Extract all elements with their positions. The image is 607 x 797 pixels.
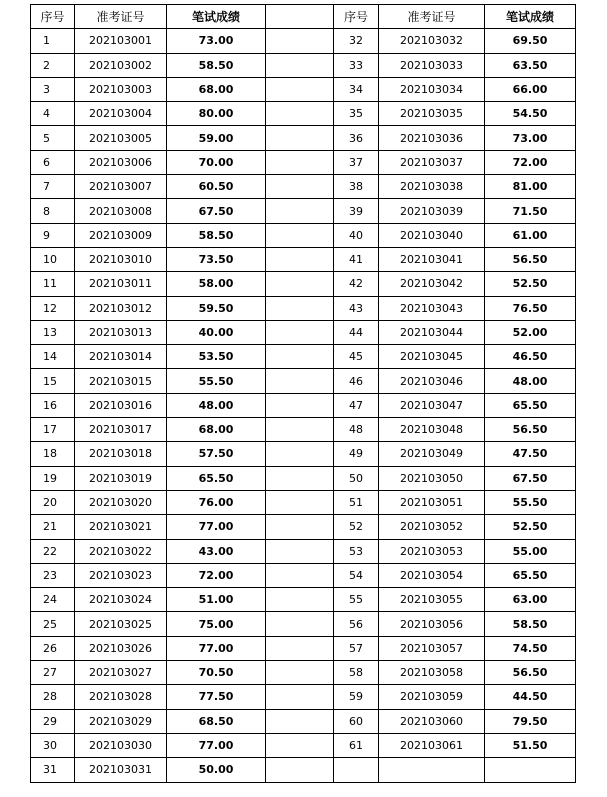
cell-exam-id: 202103025 [75, 612, 167, 636]
cell-score: 70.00 [167, 150, 266, 174]
cell-exam-id: 202103048 [379, 418, 485, 442]
cell-score: 55.50 [167, 369, 266, 393]
cell-blank [266, 53, 334, 77]
cell-score: 60.50 [167, 175, 266, 199]
cell-seq: 26 [31, 636, 75, 660]
table-row [31, 29, 576, 53]
cell-score: 67.50 [167, 199, 266, 223]
table-row [31, 709, 576, 733]
cell-seq: 42 [334, 272, 379, 296]
cell-exam-id: 202103029 [75, 709, 167, 733]
cell-score: 50.00 [167, 758, 266, 782]
cell-seq: 48 [334, 418, 379, 442]
cell-score: 79.50 [485, 709, 576, 733]
cell-score: 68.50 [167, 709, 266, 733]
table-row [31, 563, 576, 587]
cell-seq: 52 [334, 515, 379, 539]
cell-seq: 30 [31, 733, 75, 757]
cell-seq: 27 [31, 661, 75, 685]
table-row [31, 223, 576, 247]
header-score-2: 笔试成绩 [485, 5, 576, 29]
cell-exam-id: 202103060 [379, 709, 485, 733]
cell-blank [266, 272, 334, 296]
cell-seq: 61 [334, 733, 379, 757]
cell-seq: 43 [334, 296, 379, 320]
cell-blank [266, 661, 334, 685]
cell-blank [266, 320, 334, 344]
cell-score: 47.50 [485, 442, 576, 466]
cell-blank [266, 466, 334, 490]
cell-seq: 58 [334, 661, 379, 685]
cell-exam-id: 202103008 [75, 199, 167, 223]
header-score: 笔试成绩 [167, 5, 266, 29]
cell-exam-id: 202103009 [75, 223, 167, 247]
cell-seq: 33 [334, 53, 379, 77]
cell-score: 72.00 [167, 563, 266, 587]
cell-score: 68.00 [167, 77, 266, 101]
cell-exam-id: 202103061 [379, 733, 485, 757]
cell-seq: 8 [31, 199, 75, 223]
cell-score: 63.00 [485, 588, 576, 612]
cell-score: 66.00 [485, 77, 576, 101]
cell-exam-id: 202103038 [379, 175, 485, 199]
table-row [31, 393, 576, 417]
cell-blank [266, 539, 334, 563]
cell-exam-id: 202103019 [75, 466, 167, 490]
cell-score: 56.50 [485, 418, 576, 442]
cell-score: 58.50 [167, 223, 266, 247]
table-row [31, 369, 576, 393]
cell-blank [266, 296, 334, 320]
cell-score: 63.50 [485, 53, 576, 77]
cell-score: 65.50 [485, 563, 576, 587]
cell-exam-id: 202103006 [75, 150, 167, 174]
header-seq-2: 序号 [334, 5, 379, 29]
cell-seq: 4 [31, 102, 75, 126]
cell-score: 55.00 [485, 539, 576, 563]
cell-seq: 54 [334, 563, 379, 587]
cell-score: 68.00 [167, 418, 266, 442]
cell-exam-id: 202103021 [75, 515, 167, 539]
cell-blank [266, 345, 334, 369]
cell-score: 56.50 [485, 247, 576, 271]
header-row [31, 5, 576, 29]
cell-score: 44.50 [485, 685, 576, 709]
cell-exam-id: 202103002 [75, 53, 167, 77]
cell-blank [266, 393, 334, 417]
cell-score: 77.00 [167, 515, 266, 539]
cell-seq: 35 [334, 102, 379, 126]
cell-score: 77.00 [167, 636, 266, 660]
cell-blank [266, 685, 334, 709]
cell-exam-id: 202103012 [75, 296, 167, 320]
cell-score: 40.00 [167, 320, 266, 344]
cell-exam-id: 202103053 [379, 539, 485, 563]
cell-exam-id: 202103020 [75, 490, 167, 514]
cell-exam-id: 202103003 [75, 77, 167, 101]
table-row [31, 490, 576, 514]
cell-seq: 41 [334, 247, 379, 271]
cell-score: 65.50 [485, 393, 576, 417]
cell-exam-id: 202103050 [379, 466, 485, 490]
cell-blank [266, 126, 334, 150]
cell-seq: 5 [31, 126, 75, 150]
cell-exam-id: 202103007 [75, 175, 167, 199]
cell-blank [266, 199, 334, 223]
cell-seq: 49 [334, 442, 379, 466]
cell-exam-id: 202103033 [379, 53, 485, 77]
cell-blank [266, 490, 334, 514]
cell-blank [266, 442, 334, 466]
cell-score: 51.50 [485, 733, 576, 757]
cell-blank [266, 102, 334, 126]
cell-score: 43.00 [167, 539, 266, 563]
table-row [31, 77, 576, 101]
cell-seq: 53 [334, 539, 379, 563]
cell-seq: 37 [334, 150, 379, 174]
cell-seq: 3 [31, 77, 75, 101]
cell-exam-id: 202103059 [379, 685, 485, 709]
cell-seq: 46 [334, 369, 379, 393]
cell-exam-id: 202103014 [75, 345, 167, 369]
header-exam-id-2: 准考证号 [379, 5, 485, 29]
cell-score: 58.00 [167, 272, 266, 296]
cell-exam-id: 202103034 [379, 77, 485, 101]
cell-seq: 60 [334, 709, 379, 733]
cell-seq: 19 [31, 466, 75, 490]
cell-blank [266, 563, 334, 587]
cell-score: 59.00 [167, 126, 266, 150]
cell-score: 46.50 [485, 345, 576, 369]
cell-seq: 38 [334, 175, 379, 199]
cell-exam-id: 202103054 [379, 563, 485, 587]
cell-score: 80.00 [167, 102, 266, 126]
cell-exam-id: 202103030 [75, 733, 167, 757]
cell-seq: 6 [31, 150, 75, 174]
table-row [31, 733, 576, 757]
cell-exam-id: 202103049 [379, 442, 485, 466]
cell-exam-id: 202103026 [75, 636, 167, 660]
cell-exam-id: 202103031 [75, 758, 167, 782]
cell-score: 52.50 [485, 272, 576, 296]
cell-exam-id: 202103045 [379, 345, 485, 369]
cell-seq: 55 [334, 588, 379, 612]
cell-blank [266, 733, 334, 757]
table-row [31, 515, 576, 539]
table-row [31, 296, 576, 320]
cell-seq: 14 [31, 345, 75, 369]
cell-seq: 9 [31, 223, 75, 247]
cell-exam-id: 202103024 [75, 588, 167, 612]
cell-score: 61.00 [485, 223, 576, 247]
cell-seq: 20 [31, 490, 75, 514]
cell-blank [266, 77, 334, 101]
cell-exam-id: 202103043 [379, 296, 485, 320]
cell-seq: 56 [334, 612, 379, 636]
cell-score: 71.50 [485, 199, 576, 223]
cell-seq: 31 [31, 758, 75, 782]
cell-score: 69.50 [485, 29, 576, 53]
cell-exam-id: 202103032 [379, 29, 485, 53]
cell-blank [266, 636, 334, 660]
table-row [31, 588, 576, 612]
cell-exam-id: 202103047 [379, 393, 485, 417]
cell-score: 77.50 [167, 685, 266, 709]
cell-exam-id: 202103055 [379, 588, 485, 612]
cell-score: 59.50 [167, 296, 266, 320]
table-row [31, 53, 576, 77]
cell-exam-id: 202103004 [75, 102, 167, 126]
cell-blank [266, 175, 334, 199]
table-row [31, 102, 576, 126]
cell-score: 58.50 [167, 53, 266, 77]
score-table [30, 4, 576, 783]
table-row [31, 272, 576, 296]
cell-seq: 15 [31, 369, 75, 393]
table-row [31, 539, 576, 563]
table-row [31, 685, 576, 709]
cell-seq: 1 [31, 29, 75, 53]
cell-blank [266, 515, 334, 539]
cell-seq: 28 [31, 685, 75, 709]
cell-seq: 32 [334, 29, 379, 53]
cell-score: 74.50 [485, 636, 576, 660]
cell-exam-id: 202103051 [379, 490, 485, 514]
table-row [31, 126, 576, 150]
cell-exam-id: 202103036 [379, 126, 485, 150]
cell-seq: 12 [31, 296, 75, 320]
cell-exam-id: 202103013 [75, 320, 167, 344]
cell-seq: 40 [334, 223, 379, 247]
cell-exam-id: 202103057 [379, 636, 485, 660]
cell-seq: 29 [31, 709, 75, 733]
cell-seq: 24 [31, 588, 75, 612]
header-exam-id: 准考证号 [75, 5, 167, 29]
cell-score: 57.50 [167, 442, 266, 466]
table-row [31, 150, 576, 174]
cell-exam-id: 202103005 [75, 126, 167, 150]
cell-seq: 57 [334, 636, 379, 660]
cell-score: 51.00 [167, 588, 266, 612]
header-blank [266, 5, 334, 29]
cell-score: 55.50 [485, 490, 576, 514]
cell-empty [334, 758, 379, 782]
cell-exam-id: 202103016 [75, 393, 167, 417]
cell-score: 52.00 [485, 320, 576, 344]
cell-seq: 2 [31, 53, 75, 77]
cell-score: 52.50 [485, 515, 576, 539]
cell-exam-id: 202103023 [75, 563, 167, 587]
cell-score: 76.00 [167, 490, 266, 514]
table-row [31, 247, 576, 271]
cell-score: 56.50 [485, 661, 576, 685]
header-seq: 序号 [31, 5, 75, 29]
table-row [31, 199, 576, 223]
table-row [31, 418, 576, 442]
cell-score: 73.00 [167, 29, 266, 53]
cell-exam-id: 202103039 [379, 199, 485, 223]
cell-seq: 51 [334, 490, 379, 514]
cell-blank [266, 369, 334, 393]
table-header [31, 5, 576, 29]
cell-seq: 23 [31, 563, 75, 587]
cell-score: 65.50 [167, 466, 266, 490]
cell-exam-id: 202103015 [75, 369, 167, 393]
cell-exam-id: 202103040 [379, 223, 485, 247]
cell-exam-id: 202103010 [75, 247, 167, 271]
cell-score: 81.00 [485, 175, 576, 199]
cell-exam-id: 202103044 [379, 320, 485, 344]
cell-seq: 34 [334, 77, 379, 101]
cell-seq: 45 [334, 345, 379, 369]
cell-seq: 16 [31, 393, 75, 417]
cell-exam-id: 202103022 [75, 539, 167, 563]
cell-seq: 13 [31, 320, 75, 344]
cell-exam-id: 202103052 [379, 515, 485, 539]
cell-empty [379, 758, 485, 782]
cell-seq: 21 [31, 515, 75, 539]
table-row [31, 661, 576, 685]
cell-exam-id: 202103042 [379, 272, 485, 296]
cell-exam-id: 202103001 [75, 29, 167, 53]
cell-exam-id: 202103027 [75, 661, 167, 685]
cell-exam-id: 202103046 [379, 369, 485, 393]
cell-seq: 18 [31, 442, 75, 466]
cell-score: 54.50 [485, 102, 576, 126]
cell-seq: 59 [334, 685, 379, 709]
cell-exam-id: 202103028 [75, 685, 167, 709]
cell-blank [266, 418, 334, 442]
cell-exam-id: 202103011 [75, 272, 167, 296]
cell-blank [266, 758, 334, 782]
cell-score: 53.50 [167, 345, 266, 369]
cell-score: 72.00 [485, 150, 576, 174]
table-row [31, 466, 576, 490]
cell-score: 67.50 [485, 466, 576, 490]
cell-exam-id: 202103058 [379, 661, 485, 685]
cell-blank [266, 247, 334, 271]
table-row [31, 636, 576, 660]
cell-seq: 44 [334, 320, 379, 344]
cell-score: 70.50 [167, 661, 266, 685]
cell-seq: 22 [31, 539, 75, 563]
cell-exam-id: 202103035 [379, 102, 485, 126]
cell-exam-id: 202103037 [379, 150, 485, 174]
cell-blank [266, 223, 334, 247]
cell-seq: 10 [31, 247, 75, 271]
table-row [31, 758, 576, 782]
cell-seq: 50 [334, 466, 379, 490]
cell-score: 73.00 [485, 126, 576, 150]
table-row [31, 345, 576, 369]
cell-seq: 36 [334, 126, 379, 150]
cell-empty [485, 758, 576, 782]
cell-score: 73.50 [167, 247, 266, 271]
cell-seq: 17 [31, 418, 75, 442]
cell-score: 76.50 [485, 296, 576, 320]
table-row [31, 612, 576, 636]
cell-score: 77.00 [167, 733, 266, 757]
cell-blank [266, 709, 334, 733]
cell-score: 48.00 [167, 393, 266, 417]
cell-exam-id: 202103056 [379, 612, 485, 636]
cell-blank [266, 150, 334, 174]
cell-score: 75.00 [167, 612, 266, 636]
cell-seq: 39 [334, 199, 379, 223]
cell-exam-id: 202103017 [75, 418, 167, 442]
table-body [31, 29, 576, 782]
cell-seq: 25 [31, 612, 75, 636]
table-row [31, 320, 576, 344]
cell-exam-id: 202103018 [75, 442, 167, 466]
cell-blank [266, 29, 334, 53]
cell-blank [266, 612, 334, 636]
cell-seq: 7 [31, 175, 75, 199]
table-row [31, 175, 576, 199]
cell-seq: 47 [334, 393, 379, 417]
cell-exam-id: 202103041 [379, 247, 485, 271]
cell-blank [266, 588, 334, 612]
cell-score: 58.50 [485, 612, 576, 636]
table-row [31, 442, 576, 466]
cell-seq: 11 [31, 272, 75, 296]
cell-score: 48.00 [485, 369, 576, 393]
